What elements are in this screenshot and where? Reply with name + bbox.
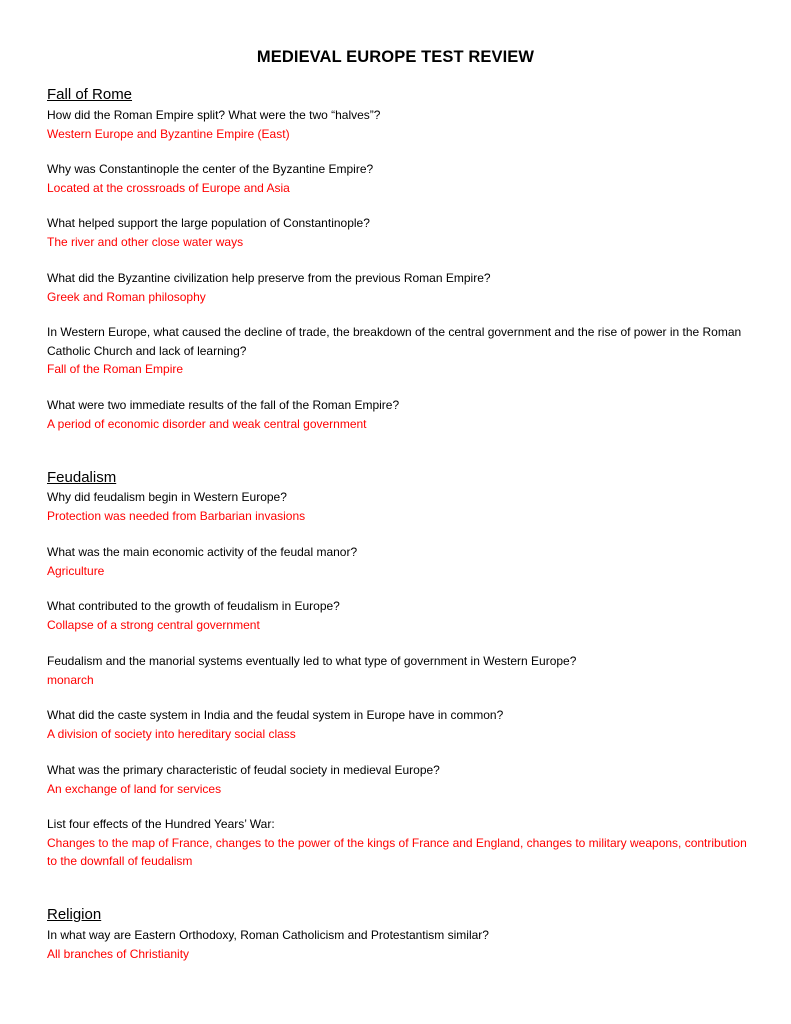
- qa-item: [47, 543, 747, 580]
- qa-item: [47, 597, 747, 634]
- qa-item: [47, 160, 747, 197]
- qa-item: [47, 815, 747, 871]
- question: What did the caste system in India and the feudal system in Europe have in common?: [47, 708, 504, 722]
- qa-item: [47, 488, 747, 525]
- qa-item: [47, 106, 747, 143]
- question: What did the Byzantine civilization help preserve from the previous Roman Empire?: [47, 271, 491, 285]
- answer: Located at the crossroads of Europe and Asia: [47, 180, 290, 195]
- answer: Western Europe and Byzantine Empire (East): [47, 126, 290, 141]
- qa-item: [47, 214, 747, 251]
- answer: Fall of the Roman Empire: [47, 362, 184, 376]
- question: List four effects of the Hundred Years’ War:: [47, 817, 275, 831]
- question: What was the primary characteristic of feudal society in medieval Europe?: [47, 763, 440, 777]
- answer: Changes to the map of France, changes to the power of the kings of France and England, changes to military weapons, contribution to the downfall of feudalism: [47, 835, 747, 868]
- section-heading-fall-of-rome: Fall of Rome: [47, 86, 133, 103]
- section-heading-feudalism: Feudalism: [47, 469, 117, 486]
- question: What was the main economic activity of the feudal manor?: [47, 545, 358, 559]
- qa-item: [47, 761, 747, 798]
- answer: Greek and Roman philosophy: [47, 289, 206, 304]
- answer: An exchange of land for services: [47, 781, 222, 796]
- qa-item: [47, 926, 747, 963]
- qa-item: [47, 706, 747, 743]
- answer: All branches of Christianity: [47, 946, 190, 961]
- question: Why was Constantinople the center of the Byzantine Empire?: [47, 162, 374, 176]
- qa-item: [47, 323, 747, 379]
- question: In Western Europe, what caused the decline of trade, the breakdown of the central government and the rise of power in the Roman Catholic Church and lack of learning?: [47, 325, 742, 358]
- qa-item: [47, 396, 747, 433]
- answer: Collapse of a strong central government: [47, 617, 260, 632]
- answer: Agriculture: [47, 563, 105, 578]
- qa-item: [47, 652, 747, 689]
- section-heading-religion: Religion: [47, 906, 102, 923]
- question: What contributed to the growth of feudalism in Europe?: [47, 599, 340, 613]
- question: In what way are Eastern Orthodoxy, Roman Catholicism and Protestantism similar?: [47, 928, 489, 942]
- question: Feudalism and the manorial systems eventually led to what type of government in Western Europe?: [47, 654, 577, 668]
- answer: Protection was needed from Barbarian invasions: [47, 508, 306, 523]
- page-title: MEDIEVAL EUROPE TEST REVIEW: [256, 48, 535, 66]
- answer: monarch: [47, 672, 94, 687]
- question: What were two immediate results of the fall of the Roman Empire?: [47, 398, 400, 412]
- question: How did the Roman Empire split? What were the two “halves”?: [47, 108, 381, 122]
- answer: The river and other close water ways: [47, 234, 244, 249]
- answer: A division of society into hereditary social class: [47, 726, 296, 741]
- answer: A period of economic disorder and weak central government: [47, 416, 367, 431]
- qa-item: [47, 269, 747, 306]
- question: What helped support the large population of Constantinople?: [47, 216, 370, 230]
- question: Why did feudalism begin in Western Europe?: [47, 490, 287, 504]
